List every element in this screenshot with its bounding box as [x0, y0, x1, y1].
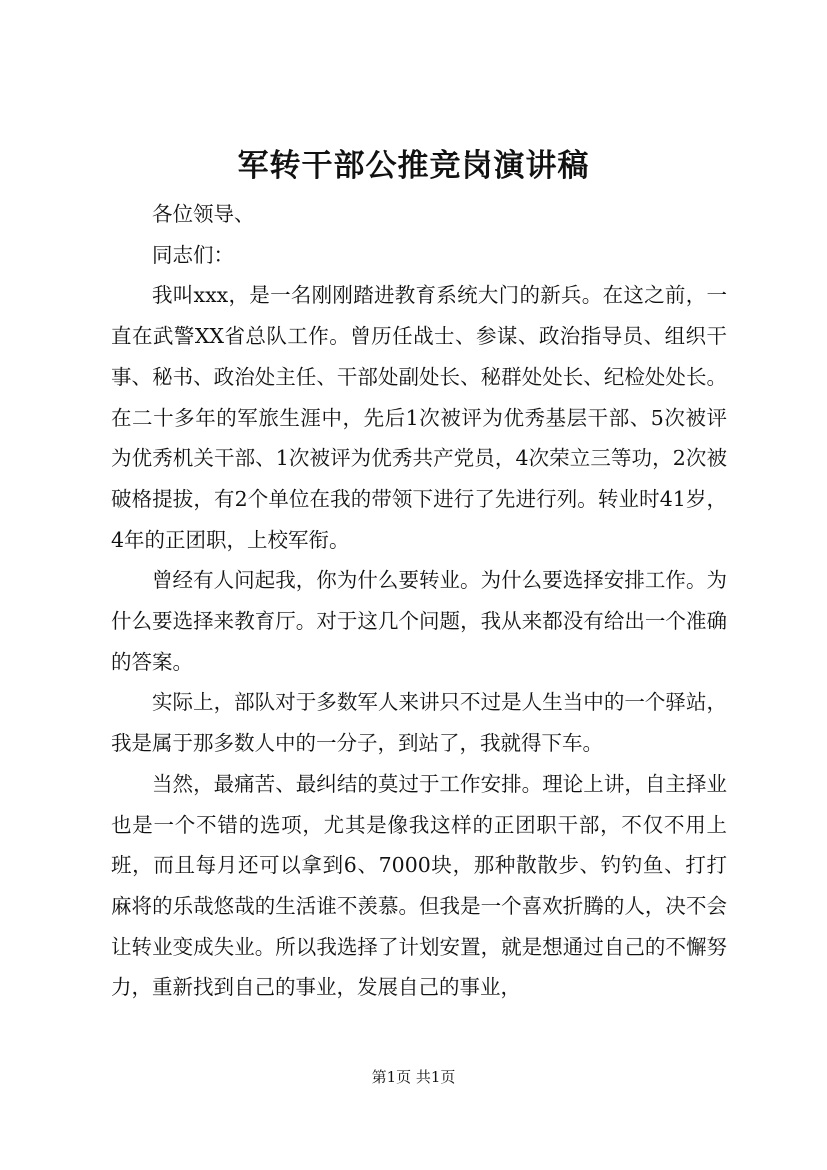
paragraph-salutation-comrades: 同志们：	[152, 242, 234, 267]
document-title: 军转干部公推竞岗演讲稿	[237, 148, 590, 184]
page-number-footer: 第1页 共1页	[371, 1068, 456, 1086]
paragraph-military-station: 实际上，部队对于多数军人来讲只不过是人生当中的一个驿站，我是属于那多数人中的一分子，到站了，我就得下车。	[111, 690, 727, 756]
document-body	[111, 194, 727, 1008]
paragraph-job-placement: 当然，最痛苦、最纠结的莫过于工作安排。理论上讲，自主择业也是一个不错的选项，尤其是像我这样的正团职干部，不仅不用上班，而且每月还可以拿到6、7000块，那种散散步、钓钓鱼、打打麻将的乐哉悠哉的生活谁不羡慕。但我是一个喜欢折腾的人，决不会让转业变成失业。所以我选择了计划安置，就是想通过自己的不懈努力，重新找到自己的事业，发展自己的事业，	[111, 771, 727, 1000]
paragraph-why-transfer: 曾经有人问起我，你为什么要转业。为什么要选择安排工作。为什么要选择来教育厅。对于这几个问题，我从来都没有给出一个准确的答案。	[111, 568, 727, 674]
paragraph-self-introduction: 我叫xxx，是一名刚刚踏进教育系统大门的新兵。在这之前，一直在武警XX省总队工作。曾历任战士、参谋、政治指导员、组织干事、秘书、政治处主任、干部处副处长、秘群处处长、纪检处处长。在二十多年的军旅生涯中，先后1次被评为优秀基层干部、5次被评为优秀机关干部、1次被评为优秀共产党员，4次荣立三等功，2次被破格提拔，有2个单位在我的带领下进行了先进行列。转业时41岁，4年的正团职，上校军衔。	[111, 283, 727, 552]
paragraph-salutation-leaders: 各位领导、	[152, 202, 255, 226]
